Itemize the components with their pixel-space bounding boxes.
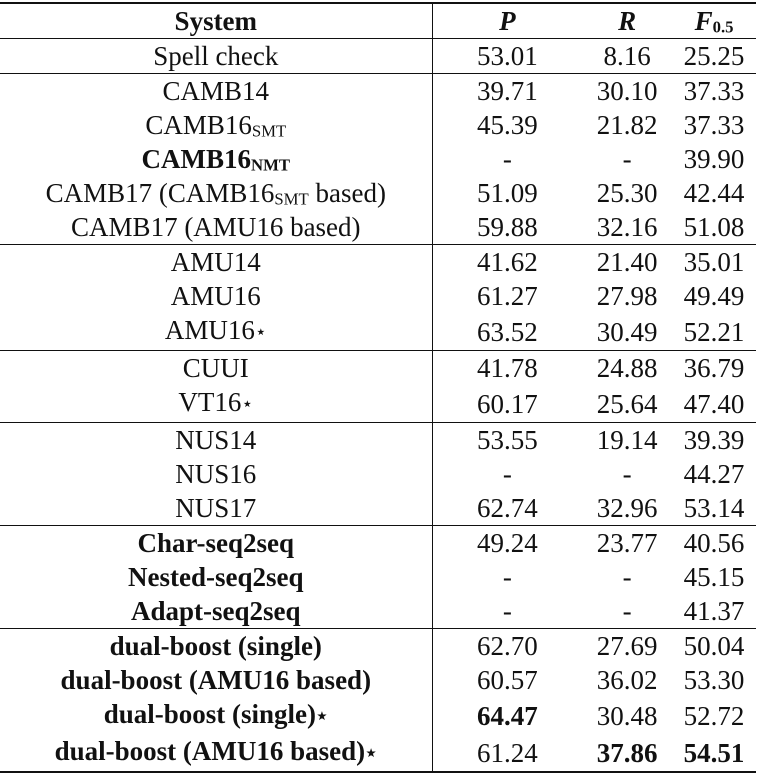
system-cell xyxy=(0,697,432,734)
table-row xyxy=(0,663,756,697)
f05-cell: 45.15 xyxy=(683,562,745,593)
system-cell xyxy=(0,457,432,491)
header-row xyxy=(0,3,756,39)
header-r-label: R xyxy=(618,6,637,36)
precision-cell: 60.57 xyxy=(477,665,538,696)
recall-cell: 19.14 xyxy=(596,425,658,456)
table-row xyxy=(0,629,756,664)
table-row xyxy=(0,457,756,491)
f05-cell: 54.51 xyxy=(683,737,745,768)
f05-cell: 50.04 xyxy=(683,631,745,662)
system-name: VT16 xyxy=(178,387,242,418)
table-row xyxy=(0,385,756,423)
system-name: AMU16 xyxy=(170,281,261,311)
precision-cell: 62.70 xyxy=(477,631,538,662)
precision-cell: 41.62 xyxy=(477,247,538,277)
recall-cell: 23.77 xyxy=(596,528,658,559)
system-cell xyxy=(0,210,432,245)
precision-cell: 62.74 xyxy=(477,493,538,524)
recall-cell: 21.40 xyxy=(596,247,658,277)
star-icon: ⋆ xyxy=(316,706,328,728)
table-row xyxy=(0,594,756,629)
recall-cell: 25.64 xyxy=(596,388,658,419)
f05-cell: 35.01 xyxy=(683,247,745,277)
system-subscript: SMT xyxy=(274,189,309,209)
table-row xyxy=(0,74,756,109)
header-recall xyxy=(582,3,672,39)
table-row xyxy=(0,697,756,734)
system-cell xyxy=(0,176,432,210)
f05-cell: 36.79 xyxy=(683,353,745,384)
system-subscript: NMT xyxy=(251,155,291,175)
system-cell xyxy=(0,663,432,697)
star-icon: ⋆ xyxy=(254,322,267,344)
recall-cell: 32.16 xyxy=(596,212,658,242)
f05-cell: 53.30 xyxy=(683,665,745,696)
system-cell xyxy=(0,734,432,772)
f05-cell: 25.25 xyxy=(683,41,745,71)
header-precision xyxy=(432,3,582,39)
f05-cell: 52.21 xyxy=(683,316,745,347)
system-suffix: based) xyxy=(308,178,387,208)
f05-cell: 49.49 xyxy=(683,281,745,311)
table-row xyxy=(0,279,756,313)
recall-cell: 27.98 xyxy=(596,281,658,311)
precision-cell: 49.24 xyxy=(477,528,538,559)
system-cell xyxy=(0,629,432,664)
table-header xyxy=(0,3,756,39)
system-name: CAMB16 xyxy=(145,110,252,140)
system-name: CAMB16 xyxy=(141,144,252,174)
f05-cell: 39.39 xyxy=(683,425,745,456)
f05-cell: 37.33 xyxy=(683,76,745,106)
row-group xyxy=(0,526,756,629)
table-row xyxy=(0,245,756,280)
system-name: dual-boost (AMU16 based) xyxy=(54,736,366,767)
system-name: Adapt-seq2seq xyxy=(131,596,301,627)
system-name: CAMB14 xyxy=(162,76,270,106)
recall-cell: 30.49 xyxy=(596,316,658,347)
precision-cell: - xyxy=(502,459,512,490)
f05-cell: 41.37 xyxy=(683,596,745,627)
table-row xyxy=(0,313,756,351)
precision-cell: - xyxy=(502,562,512,593)
table-row xyxy=(0,560,756,594)
f05-cell: 44.27 xyxy=(683,459,745,490)
f05-cell: 47.40 xyxy=(683,388,745,419)
header-system: System xyxy=(0,3,432,39)
row-group xyxy=(0,423,756,526)
table-row xyxy=(0,39,756,74)
precision-cell: 59.88 xyxy=(477,212,538,242)
precision-cell: 61.24 xyxy=(477,737,538,768)
recall-cell: 32.96 xyxy=(596,493,658,524)
precision-cell: 53.55 xyxy=(477,425,538,456)
table-row xyxy=(0,423,756,458)
system-name: AMU16 xyxy=(164,315,255,345)
row-group xyxy=(0,629,756,773)
system-cell xyxy=(0,491,432,526)
table-row xyxy=(0,526,756,561)
recall-cell: 8.16 xyxy=(603,41,651,71)
system-name: CAMB17 (CAMB16 xyxy=(45,178,275,208)
system-name: CUUI xyxy=(182,353,249,384)
recall-cell: 27.69 xyxy=(596,631,658,662)
precision-cell: 64.47 xyxy=(477,700,538,731)
header-f-subscript: 0.5 xyxy=(712,17,734,37)
system-name: NUS17 xyxy=(175,493,257,524)
system-name: Nested-seq2seq xyxy=(128,562,304,593)
header-f-label: F xyxy=(694,6,713,36)
system-name: Char-seq2seq xyxy=(137,528,295,559)
system-cell xyxy=(0,526,432,561)
recall-cell: 30.10 xyxy=(596,76,658,106)
system-name: dual-boost (AMU16 based) xyxy=(60,665,372,696)
recall-cell: 25.30 xyxy=(596,178,658,208)
recall-cell: 21.82 xyxy=(596,110,658,140)
recall-cell: 24.88 xyxy=(596,353,658,384)
system-cell xyxy=(0,279,432,313)
system-name: NUS16 xyxy=(175,459,257,490)
row-group xyxy=(0,39,756,74)
f05-cell: 51.08 xyxy=(683,212,745,242)
star-icon: ⋆ xyxy=(365,743,377,765)
table-row xyxy=(0,108,756,142)
results-table xyxy=(0,2,756,773)
table-row xyxy=(0,734,756,772)
f05-cell: 52.72 xyxy=(683,700,745,731)
system-cell xyxy=(0,313,432,351)
row-group xyxy=(0,351,756,423)
precision-cell: 51.09 xyxy=(477,178,538,208)
precision-cell: 60.17 xyxy=(477,388,538,419)
header-p-label: P xyxy=(499,6,516,36)
table-row xyxy=(0,210,756,245)
row-group xyxy=(0,245,756,351)
system-cell xyxy=(0,39,432,74)
system-subscript: SMT xyxy=(251,121,287,141)
recall-cell: 37.86 xyxy=(596,737,658,768)
table-row xyxy=(0,351,756,386)
system-name: NUS14 xyxy=(175,425,257,456)
precision-cell: 45.39 xyxy=(477,110,538,140)
header-f05 xyxy=(672,3,756,39)
f05-cell: 53.14 xyxy=(683,493,745,524)
system-cell xyxy=(0,74,432,109)
precision-cell: - xyxy=(502,596,512,627)
f05-cell: 42.44 xyxy=(683,178,745,208)
system-cell xyxy=(0,594,432,629)
table-row xyxy=(0,142,756,176)
system-name: CAMB17 (AMU16 based) xyxy=(71,212,361,242)
recall-cell: - xyxy=(622,562,632,593)
system-cell xyxy=(0,560,432,594)
precision-cell: 61.27 xyxy=(477,281,538,311)
system-cell xyxy=(0,245,432,280)
system-cell xyxy=(0,108,432,142)
table-row xyxy=(0,176,756,210)
precision-cell: 41.78 xyxy=(477,353,538,384)
precision-cell: - xyxy=(502,144,512,174)
precision-cell: 63.52 xyxy=(477,316,538,347)
precision-cell: 39.71 xyxy=(477,76,538,106)
star-icon: ⋆ xyxy=(241,394,254,416)
f05-cell: 39.90 xyxy=(683,144,745,174)
system-name: AMU14 xyxy=(170,247,261,277)
system-name: dual-boost (single) xyxy=(103,699,317,730)
system-cell xyxy=(0,351,432,386)
recall-cell: 30.48 xyxy=(596,700,658,731)
table-row xyxy=(0,491,756,526)
row-group xyxy=(0,74,756,245)
system-name: Spell check xyxy=(153,41,279,71)
system-cell xyxy=(0,385,432,423)
f05-cell: 40.56 xyxy=(683,528,745,559)
recall-cell: - xyxy=(622,144,632,174)
precision-cell: 53.01 xyxy=(477,41,538,71)
recall-cell: 36.02 xyxy=(596,665,658,696)
recall-cell: - xyxy=(622,596,632,627)
system-cell xyxy=(0,423,432,458)
system-name: dual-boost (single) xyxy=(109,631,322,662)
recall-cell: - xyxy=(622,459,632,490)
f05-cell: 37.33 xyxy=(683,110,745,140)
system-cell xyxy=(0,142,432,176)
